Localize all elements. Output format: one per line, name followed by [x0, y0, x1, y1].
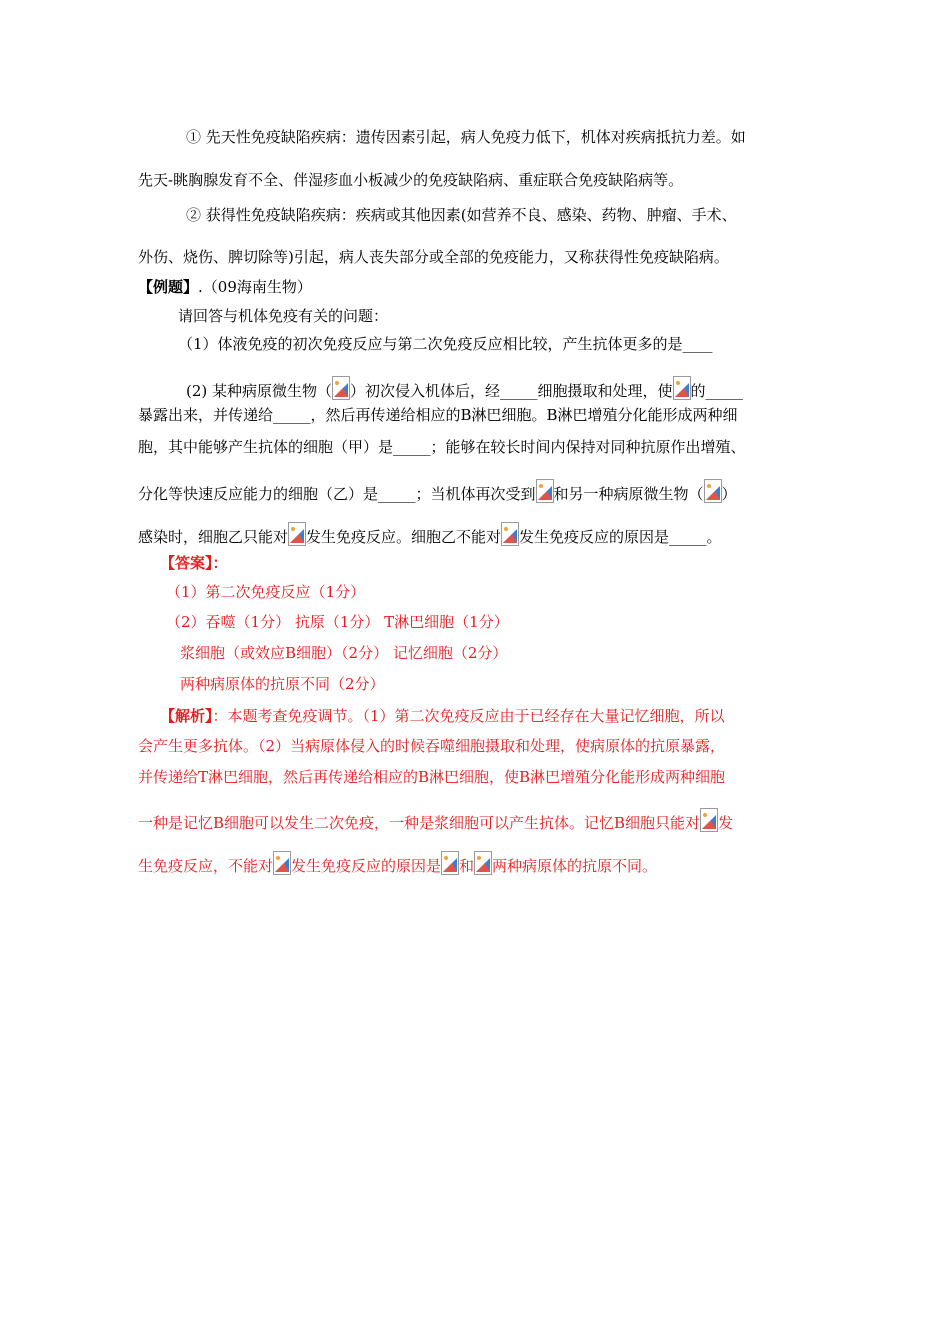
- answer-1: （1）第二次免疫反应（1分）: [166, 583, 366, 601]
- answer-3: 浆细胞（或效应B细胞）（2分） 记忆细胞（2分）: [180, 644, 508, 662]
- para2-line1: ② 获得性免疫缺陷疾病：疾病或其他因素(如营养不良、感染、药物、肿瘤、手术、: [186, 206, 737, 224]
- para1-line2: 先天-眺胸腺发育不全、伴湿疹血小板减少的免疫缺陷病、重症联合免疫缺陷病等。: [138, 171, 684, 189]
- antigen-image-icon: [441, 851, 459, 875]
- answer-4: 两种病原体的抗原不同（2分）: [180, 675, 385, 693]
- analysis-line3: 并传递给T淋巴细胞，然后再传递给相应的B淋巴细胞，使B淋巴增殖分化能形成两种细胞: [138, 768, 726, 786]
- q2-l4-text-a: 分化等快速反应能力的细胞（乙）是_____；当机体再次受到: [138, 485, 536, 503]
- analysis-l5-text-d: 两种病原体的抗原不同。: [492, 857, 658, 875]
- para1-line1: ① 先天性免疫缺陷疾病：遗传因素引起，病人免疫力低下，机体对疾病抵抗力差。如: [186, 128, 746, 146]
- question-2-line2: 暴露出来，并传递给_____，然后再传递给相应的B淋巴细胞。B淋巴增殖分化能形成两种细: [138, 406, 738, 424]
- analysis-l4-text-a: 一种是记忆B细胞可以发生二次免疫，一种是浆细胞可以产生抗体。记忆B细胞只能对: [138, 814, 701, 832]
- analysis-line4: [138, 808, 733, 833]
- q2-l5-text-a: 感染时，细胞乙只能对: [138, 528, 289, 546]
- q2-l4-text-b: 和另一种病原微生物（: [553, 485, 704, 503]
- q2-l1-text-b: ）初次侵入机体后，经_____细胞摄取和处理，使: [350, 382, 673, 400]
- analysis-line5: [138, 851, 657, 876]
- analysis-line2: 会产生更多抗体。（2）当病原体侵入的时候吞噬细胞摄取和处理，使病原体的抗原暴露，: [138, 737, 726, 755]
- para2-line2: 外伤、烧伤、脾切除等)引起，病人丧失部分或全部的免疫能力，又称获得性免疫缺陷病。: [138, 248, 729, 266]
- q2-l4-text-c: ）: [721, 485, 737, 503]
- answer-2: （2）吞噬（1分） 抗原（1分） T淋巴细胞（1分）: [166, 613, 509, 631]
- analysis-line1: [160, 706, 725, 726]
- antigen-image-icon: [273, 851, 291, 875]
- pathogen-image-icon: [704, 479, 722, 503]
- example-intro: 请回答与机体免疫有关的问题：: [178, 307, 389, 325]
- question-1: （1）体液免疫的初次免疫反应与第二次免疫反应相比较，产生抗体更多的是____: [178, 335, 713, 353]
- example-tag: 【例题】: [138, 278, 199, 296]
- question-2-line4: [138, 479, 737, 504]
- antigen-image-icon: [474, 851, 492, 875]
- example-header: [138, 277, 312, 297]
- q2-l1-text-c: 的_____: [690, 382, 744, 400]
- analysis-l5-text-a: 生免疫反应，不能对: [138, 857, 274, 875]
- analysis-l5-text-c: 和: [459, 857, 475, 875]
- question-2-line3: 胞，其中能够产生抗体的细胞（甲）是_____；能够在较长时间内保持对同种抗原作出增殖、: [138, 438, 746, 456]
- analysis-l5-text-b: 发生免疫反应的原因是: [291, 857, 442, 875]
- answer-tag: 【答案】：: [160, 554, 228, 572]
- pathogen-image-icon: [332, 376, 350, 400]
- analysis-tag: 【解析】: [160, 707, 213, 725]
- analysis-l4-text-b: 发: [718, 814, 734, 832]
- question-2-line5: [138, 522, 722, 547]
- analysis-l1-text: ：本题考查免疫调节。（1）第二次免疫反应由于已经存在大量记忆细胞，所以: [212, 707, 725, 725]
- question-2-line1: [186, 376, 743, 401]
- pathogen-image-icon: [288, 522, 306, 546]
- q2-l5-text-b: 发生免疫反应。细胞乙不能对: [306, 528, 502, 546]
- pathogen-image-icon: [536, 479, 554, 503]
- q2-l5-text-c: 发生免疫反应的原因是_____。: [519, 528, 722, 546]
- antigen-image-icon: [700, 808, 718, 832]
- q2-l1-text-a: (2) 某种病原微生物（: [186, 382, 333, 400]
- example-source: .（09海南生物）: [198, 278, 312, 296]
- pathogen-image-icon: [501, 522, 519, 546]
- pathogen-image-icon: [673, 376, 691, 400]
